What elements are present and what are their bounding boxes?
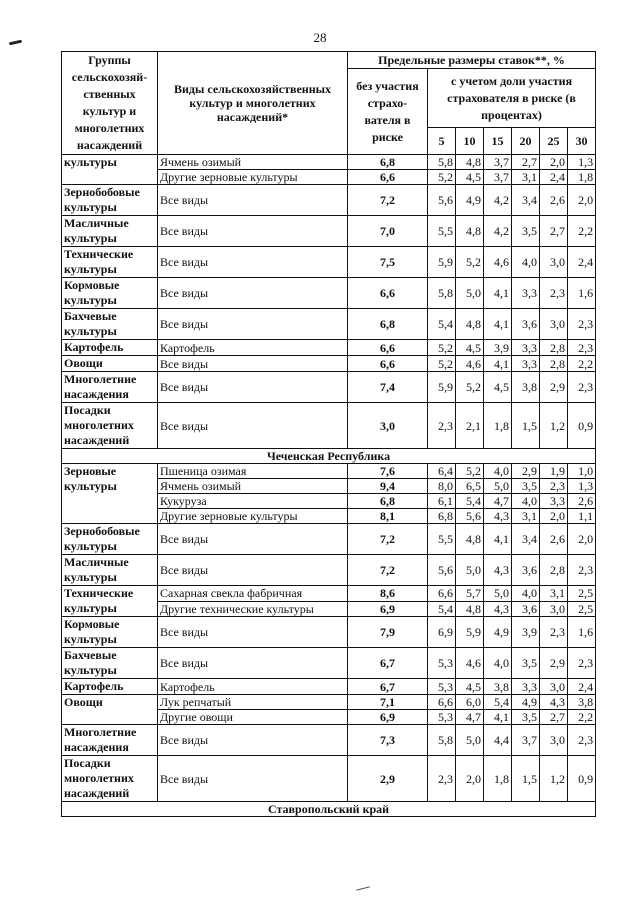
rate-share-30: 0,9 xyxy=(568,403,596,449)
rate-share-25: 2,3 xyxy=(540,278,568,309)
rate-share-30: 1,3 xyxy=(568,479,596,494)
table-row xyxy=(62,340,596,356)
rate-share-25: 1,9 xyxy=(540,464,568,479)
group-name: Кормовые культуры xyxy=(62,617,158,648)
rate-share-10: 5,2 xyxy=(456,372,484,403)
rate-share-20: 3,3 xyxy=(512,340,540,356)
rate-share-20: 3,5 xyxy=(512,648,540,679)
rate-share-25: 3,1 xyxy=(540,586,568,602)
rate-share-10: 2,0 xyxy=(456,756,484,802)
rate-share-10: 5,9 xyxy=(456,617,484,648)
rate-without-share: 6,7 xyxy=(348,679,428,695)
rate-share-25: 2,4 xyxy=(540,170,568,185)
rate-share-5: 6,6 xyxy=(428,695,456,710)
rate-share-25: 2,9 xyxy=(540,372,568,403)
table-row xyxy=(62,725,596,756)
rate-share-30: 2,3 xyxy=(568,340,596,356)
rate-share-10: 4,7 xyxy=(456,710,484,725)
rate-without-share: 6,7 xyxy=(348,648,428,679)
crop-kind: Все виды xyxy=(158,524,348,555)
rate-share-30: 1,0 xyxy=(568,464,596,479)
group-name: Многолетние насаждения xyxy=(62,372,158,403)
rate-without-share: 7,6 xyxy=(348,464,428,479)
rate-share-30: 2,5 xyxy=(568,586,596,602)
rate-share-25: 1,2 xyxy=(540,756,568,802)
rate-share-30: 1,6 xyxy=(568,278,596,309)
rate-share-20: 3,5 xyxy=(512,216,540,247)
rate-share-15: 4,7 xyxy=(484,494,512,509)
rate-without-share: 6,6 xyxy=(348,278,428,309)
table-row xyxy=(62,679,596,695)
group-name: Масличные культуры xyxy=(62,216,158,247)
rate-share-15: 3,7 xyxy=(484,170,512,185)
group-name: Зернобобовые культуры xyxy=(62,524,158,555)
crop-kind: Пшеница озимая xyxy=(158,464,348,479)
rate-share-20: 3,6 xyxy=(512,601,540,617)
rate-share-10: 5,2 xyxy=(456,247,484,278)
rate-share-20: 3,1 xyxy=(512,170,540,185)
rate-share-25: 2,3 xyxy=(540,617,568,648)
rate-without-share: 8,1 xyxy=(348,509,428,524)
crop-kind: Все виды xyxy=(158,372,348,403)
rate-without-share: 6,6 xyxy=(348,170,428,185)
header-share-30: 30 xyxy=(568,128,596,155)
table-row xyxy=(62,356,596,372)
rate-share-15: 4,1 xyxy=(484,710,512,725)
rate-share-5: 5,2 xyxy=(428,356,456,372)
rate-share-20: 1,5 xyxy=(512,756,540,802)
group-name: Масличные культуры xyxy=(62,555,158,586)
rate-share-5: 6,1 xyxy=(428,494,456,509)
region-title: Ставропольский край xyxy=(62,802,596,817)
crop-kind: Все виды xyxy=(158,247,348,278)
region-row xyxy=(62,449,596,464)
rate-share-25: 2,6 xyxy=(540,185,568,216)
rate-share-25: 2,0 xyxy=(540,509,568,524)
rate-without-share: 7,2 xyxy=(348,524,428,555)
rate-share-20: 3,3 xyxy=(512,356,540,372)
rate-share-20: 3,6 xyxy=(512,309,540,340)
crop-kind: Все виды xyxy=(158,756,348,802)
rate-share-20: 2,7 xyxy=(512,155,540,170)
rate-share-5: 5,9 xyxy=(428,372,456,403)
group-name: Технические культуры xyxy=(62,586,158,617)
crop-kind: Сахарная свекла фабричная xyxy=(158,586,348,602)
rate-share-15: 4,3 xyxy=(484,509,512,524)
rate-share-30: 1,6 xyxy=(568,617,596,648)
crop-kind: Все виды xyxy=(158,725,348,756)
rate-share-20: 3,4 xyxy=(512,185,540,216)
rate-share-10: 4,8 xyxy=(456,601,484,617)
rate-share-25: 2,9 xyxy=(540,648,568,679)
rate-share-20: 4,0 xyxy=(512,247,540,278)
crop-kind: Все виды xyxy=(158,309,348,340)
rate-without-share: 6,9 xyxy=(348,710,428,725)
rate-share-25: 2,7 xyxy=(540,216,568,247)
rate-share-20: 3,3 xyxy=(512,278,540,309)
rate-share-20: 3,5 xyxy=(512,710,540,725)
rate-without-share: 6,8 xyxy=(348,494,428,509)
header-share-25: 25 xyxy=(540,128,568,155)
rate-share-15: 5,0 xyxy=(484,479,512,494)
rate-share-5: 5,2 xyxy=(428,340,456,356)
group-name: Посадки многолетних насаждений xyxy=(62,403,158,449)
rate-share-10: 5,0 xyxy=(456,725,484,756)
rate-share-30: 2,0 xyxy=(568,524,596,555)
rate-share-5: 5,4 xyxy=(428,601,456,617)
rate-share-30: 2,3 xyxy=(568,725,596,756)
region-title: Чеченская Республика xyxy=(62,449,596,464)
rate-share-30: 2,4 xyxy=(568,679,596,695)
rate-without-share: 7,3 xyxy=(348,725,428,756)
rate-share-30: 2,5 xyxy=(568,601,596,617)
table-row xyxy=(62,464,596,479)
crop-kind: Все виды xyxy=(158,216,348,247)
table-row xyxy=(62,372,596,403)
header-share-20: 20 xyxy=(512,128,540,155)
table-body xyxy=(62,155,596,817)
rate-share-15: 1,8 xyxy=(484,403,512,449)
table-row xyxy=(62,555,596,586)
crop-kind: Все виды xyxy=(158,648,348,679)
rate-share-20: 3,7 xyxy=(512,725,540,756)
rate-share-25: 4,3 xyxy=(540,695,568,710)
header-kinds: Виды сельскохозяйственных культур и многолетних насаждений* xyxy=(158,52,348,155)
rate-share-10: 5,6 xyxy=(456,509,484,524)
group-name: Технические культуры xyxy=(62,247,158,278)
crop-kind: Ячмень озимый xyxy=(158,155,348,170)
rate-share-30: 2,6 xyxy=(568,494,596,509)
crop-kind: Все виды xyxy=(158,555,348,586)
rate-share-30: 2,2 xyxy=(568,710,596,725)
crop-kind: Картофель xyxy=(158,679,348,695)
rate-without-share: 6,6 xyxy=(348,340,428,356)
rate-share-5: 5,3 xyxy=(428,679,456,695)
rate-share-30: 1,3 xyxy=(568,155,596,170)
rate-share-10: 5,0 xyxy=(456,278,484,309)
rate-share-15: 4,1 xyxy=(484,524,512,555)
table-row xyxy=(62,586,596,602)
rate-share-10: 4,5 xyxy=(456,679,484,695)
rate-share-10: 5,4 xyxy=(456,494,484,509)
crop-kind: Все виды xyxy=(158,356,348,372)
rate-share-25: 2,8 xyxy=(540,356,568,372)
rate-share-10: 4,8 xyxy=(456,309,484,340)
rate-share-15: 4,1 xyxy=(484,278,512,309)
rate-share-30: 2,3 xyxy=(568,372,596,403)
rate-share-20: 3,9 xyxy=(512,617,540,648)
rate-share-20: 4,0 xyxy=(512,494,540,509)
table-row xyxy=(62,648,596,679)
rate-share-5: 5,8 xyxy=(428,155,456,170)
table-row xyxy=(62,403,596,449)
rate-share-25: 2,8 xyxy=(540,340,568,356)
rate-without-share: 6,8 xyxy=(348,155,428,170)
crop-kind: Все виды xyxy=(158,278,348,309)
table-row xyxy=(62,216,596,247)
page-number: 28 xyxy=(313,30,327,45)
header-limits: Предельные размеры ставок**, % xyxy=(348,52,596,69)
group-name: Картофель xyxy=(62,340,158,356)
rate-without-share: 7,2 xyxy=(348,555,428,586)
rate-share-15: 4,1 xyxy=(484,356,512,372)
rate-share-15: 4,0 xyxy=(484,648,512,679)
insurance-rates-table xyxy=(61,51,596,817)
rate-without-share: 7,0 xyxy=(348,216,428,247)
group-name: Зерновые культуры xyxy=(62,464,158,524)
header-share-15: 15 xyxy=(484,128,512,155)
rate-share-5: 5,4 xyxy=(428,309,456,340)
rate-share-5: 2,3 xyxy=(428,403,456,449)
table-row xyxy=(62,278,596,309)
rate-without-share: 6,8 xyxy=(348,309,428,340)
rate-share-15: 4,9 xyxy=(484,617,512,648)
rate-share-30: 1,8 xyxy=(568,170,596,185)
rate-share-5: 5,9 xyxy=(428,247,456,278)
rate-share-15: 3,7 xyxy=(484,155,512,170)
table-row xyxy=(62,185,596,216)
rate-share-5: 6,8 xyxy=(428,509,456,524)
rate-without-share: 2,9 xyxy=(348,756,428,802)
rate-share-30: 1,1 xyxy=(568,509,596,524)
rate-share-10: 4,5 xyxy=(456,170,484,185)
rate-share-5: 8,0 xyxy=(428,479,456,494)
table-row xyxy=(62,309,596,340)
rate-share-10: 4,5 xyxy=(456,340,484,356)
rate-share-20: 4,9 xyxy=(512,695,540,710)
group-name: Бахчевые культуры xyxy=(62,309,158,340)
region-row xyxy=(62,802,596,817)
rate-share-30: 2,2 xyxy=(568,356,596,372)
rate-share-5: 5,3 xyxy=(428,648,456,679)
rate-share-10: 4,8 xyxy=(456,524,484,555)
crop-kind: Другие овощи xyxy=(158,710,348,725)
rate-share-15: 4,3 xyxy=(484,601,512,617)
rate-share-15: 4,1 xyxy=(484,309,512,340)
table-header xyxy=(62,52,596,155)
group-name: Овощи xyxy=(62,695,158,725)
group-name: культуры xyxy=(62,155,158,185)
rate-share-25: 2,7 xyxy=(540,710,568,725)
rate-share-5: 6,6 xyxy=(428,586,456,602)
crop-kind: Другие зерновые культуры xyxy=(158,170,348,185)
rate-share-5: 5,5 xyxy=(428,524,456,555)
group-name: Кормовые культуры xyxy=(62,278,158,309)
rate-share-10: 5,7 xyxy=(456,586,484,602)
rate-share-5: 5,5 xyxy=(428,216,456,247)
header-share-5: 5 xyxy=(428,128,456,155)
group-name: Посадки многолетних насаждений xyxy=(62,756,158,802)
rate-share-5: 2,3 xyxy=(428,756,456,802)
group-name: Картофель xyxy=(62,679,158,695)
rate-share-10: 5,0 xyxy=(456,555,484,586)
group-name: Овощи xyxy=(62,356,158,372)
rate-share-15: 4,0 xyxy=(484,464,512,479)
rate-without-share: 7,2 xyxy=(348,185,428,216)
rate-share-25: 3,3 xyxy=(540,494,568,509)
group-name: Зернобобовые культуры xyxy=(62,185,158,216)
rate-share-10: 4,6 xyxy=(456,648,484,679)
rate-share-15: 5,0 xyxy=(484,586,512,602)
rate-share-30: 0,9 xyxy=(568,756,596,802)
rate-share-5: 5,2 xyxy=(428,170,456,185)
rate-share-5: 5,8 xyxy=(428,278,456,309)
rate-without-share: 3,0 xyxy=(348,403,428,449)
rate-share-25: 1,2 xyxy=(540,403,568,449)
rate-share-20: 1,5 xyxy=(512,403,540,449)
header-without: без участия страхо-вателя в риске xyxy=(348,69,428,155)
rate-share-30: 2,3 xyxy=(568,555,596,586)
rate-share-15: 4,3 xyxy=(484,555,512,586)
rate-share-20: 2,9 xyxy=(512,464,540,479)
rate-share-30: 2,3 xyxy=(568,309,596,340)
rate-share-25: 3,0 xyxy=(540,601,568,617)
crop-kind: Кукуруза xyxy=(158,494,348,509)
rate-share-15: 4,6 xyxy=(484,247,512,278)
crop-kind: Картофель xyxy=(158,340,348,356)
rate-share-10: 5,2 xyxy=(456,464,484,479)
rate-share-30: 2,4 xyxy=(568,247,596,278)
rate-share-25: 2,6 xyxy=(540,524,568,555)
rate-share-15: 4,2 xyxy=(484,185,512,216)
rate-share-25: 3,0 xyxy=(540,309,568,340)
rate-share-15: 4,5 xyxy=(484,372,512,403)
table-row xyxy=(62,155,596,170)
rate-without-share: 6,9 xyxy=(348,601,428,617)
crop-kind: Другие технические культуры xyxy=(158,601,348,617)
rate-share-20: 3,3 xyxy=(512,679,540,695)
rate-share-25: 2,0 xyxy=(540,155,568,170)
rate-share-15: 5,4 xyxy=(484,695,512,710)
rate-share-10: 6,0 xyxy=(456,695,484,710)
crop-kind: Лук репчатый xyxy=(158,695,348,710)
crop-kind: Все виды xyxy=(158,403,348,449)
table-row xyxy=(62,695,596,710)
scan-mark-bottom xyxy=(356,886,370,890)
rate-share-30: 3,8 xyxy=(568,695,596,710)
rate-share-20: 3,6 xyxy=(512,555,540,586)
rate-share-25: 3,0 xyxy=(540,725,568,756)
group-name: Многолетние насаждения xyxy=(62,725,158,756)
rate-share-20: 3,4 xyxy=(512,524,540,555)
rate-share-15: 3,9 xyxy=(484,340,512,356)
rate-share-5: 6,9 xyxy=(428,617,456,648)
rate-share-15: 4,4 xyxy=(484,725,512,756)
table-row xyxy=(62,524,596,555)
rate-share-5: 5,3 xyxy=(428,710,456,725)
rate-share-10: 4,6 xyxy=(456,356,484,372)
rate-share-30: 2,2 xyxy=(568,216,596,247)
header-groups: Группы сельскохозяй-ственных культур и многолетних насаждений xyxy=(62,52,158,155)
table-row xyxy=(62,617,596,648)
rate-share-20: 3,5 xyxy=(512,479,540,494)
rate-without-share: 7,9 xyxy=(348,617,428,648)
rate-share-10: 4,8 xyxy=(456,155,484,170)
rate-share-5: 5,8 xyxy=(428,725,456,756)
rate-share-10: 2,1 xyxy=(456,403,484,449)
rate-without-share: 7,1 xyxy=(348,695,428,710)
group-name: Бахчевые культуры xyxy=(62,648,158,679)
crop-kind: Ячмень озимый xyxy=(158,479,348,494)
rate-share-5: 5,6 xyxy=(428,185,456,216)
rate-share-30: 2,3 xyxy=(568,648,596,679)
rate-without-share: 8,6 xyxy=(348,586,428,602)
rate-share-15: 3,8 xyxy=(484,679,512,695)
table-row xyxy=(62,756,596,802)
header-with-share: с учетом доли участия страхователя в риске (в процентах) xyxy=(428,69,596,128)
crop-kind: Все виды xyxy=(158,617,348,648)
table-row xyxy=(62,247,596,278)
crop-kind: Другие зерновые культуры xyxy=(158,509,348,524)
rate-share-10: 6,5 xyxy=(456,479,484,494)
rate-share-20: 4,0 xyxy=(512,586,540,602)
rate-share-25: 2,8 xyxy=(540,555,568,586)
rate-share-10: 4,8 xyxy=(456,216,484,247)
rate-without-share: 6,6 xyxy=(348,356,428,372)
rate-share-25: 3,0 xyxy=(540,247,568,278)
rate-without-share: 9,4 xyxy=(348,479,428,494)
rate-share-20: 3,8 xyxy=(512,372,540,403)
rate-share-25: 2,3 xyxy=(540,479,568,494)
rate-share-5: 6,4 xyxy=(428,464,456,479)
rate-share-15: 4,2 xyxy=(484,216,512,247)
rate-without-share: 7,4 xyxy=(348,372,428,403)
rate-share-25: 3,0 xyxy=(540,679,568,695)
crop-kind: Все виды xyxy=(158,185,348,216)
header-share-10: 10 xyxy=(456,128,484,155)
rate-share-5: 5,6 xyxy=(428,555,456,586)
rate-without-share: 7,5 xyxy=(348,247,428,278)
rate-share-20: 3,1 xyxy=(512,509,540,524)
rate-share-10: 4,9 xyxy=(456,185,484,216)
rate-share-15: 1,8 xyxy=(484,756,512,802)
rate-share-30: 2,0 xyxy=(568,185,596,216)
